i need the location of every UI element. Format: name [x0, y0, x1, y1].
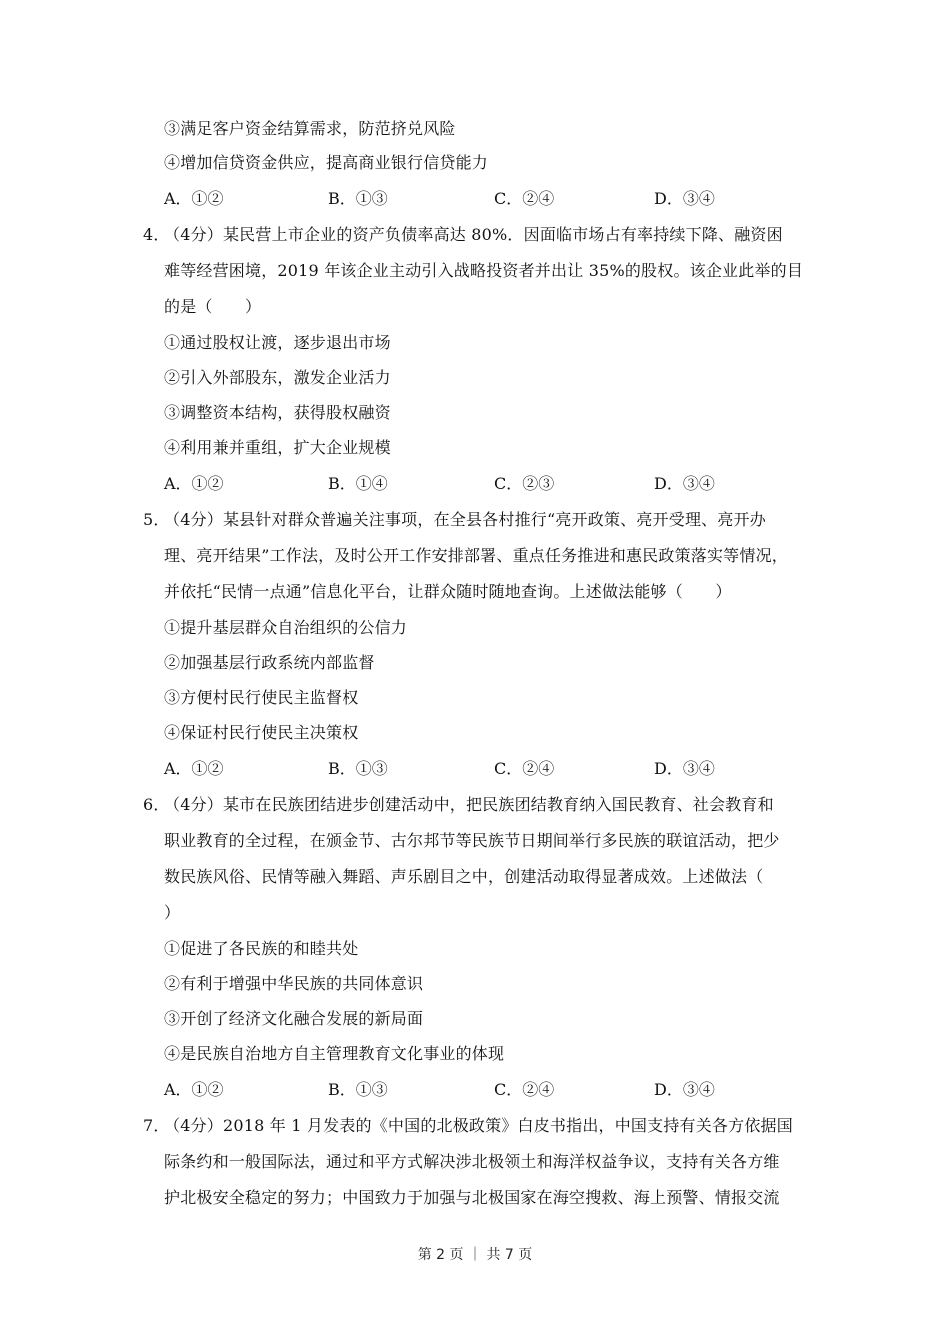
option-item: ④是民族自治地方自主管理教育文化事业的体现 — [164, 1044, 505, 1063]
option-item: ②引入外部股东，激发企业活力 — [164, 368, 391, 387]
option-item: ②有利于增强中华民族的共同体意识 — [164, 974, 424, 993]
option-item: ③方便村民行使民主监督权 — [164, 688, 359, 707]
choice-a: A．①② — [164, 189, 224, 208]
choice-d: D．③④ — [654, 759, 715, 778]
choice-b: B．①③ — [328, 1080, 388, 1099]
option-item: ④利用兼并重组，扩大企业规模 — [164, 438, 391, 457]
question-text: 并依托“民情一点通”信息化平台，让群众随时随地查询。上述做法能够（ ） — [164, 582, 732, 601]
choice-a: A．①② — [164, 474, 224, 493]
choice-b: B．①③ — [328, 759, 388, 778]
question-number: 4． — [143, 225, 170, 244]
question-text: 理、亮开结果”工作法，及时公开工作安排部署、重点任务推进和惠民政策落实等情况， — [164, 546, 788, 565]
option-item: ③开创了经济文化融合发展的新局面 — [164, 1009, 424, 1028]
option-item: ①促进了各民族的和睦共处 — [164, 939, 359, 958]
choice-c: C．②④ — [494, 189, 555, 208]
choice-c: C．②④ — [494, 1080, 555, 1099]
question-text: （4分）某县针对群众普遍关注事项，在全县各村推行“亮开政策、亮开受理、亮开办 — [164, 510, 766, 529]
choice-d: D．③④ — [654, 1080, 715, 1099]
page-footer: 第 2 页 ｜ 共 7 页 — [417, 1247, 533, 1263]
choice-c: C．②④ — [494, 759, 555, 778]
question-text: 护北极安全稳定的努力；中国致力于加强与北极国家在海空搜救、海上预警、情报交流 — [164, 1188, 780, 1207]
question-number: 7． — [143, 1116, 170, 1135]
option-item: ①提升基层群众自治组织的公信力 — [164, 618, 408, 637]
choice-d: D．③④ — [654, 474, 715, 493]
option-item: ②加强基层行政系统内部监督 — [164, 653, 375, 672]
choice-b: B．①④ — [328, 474, 388, 493]
option-item: ③调整资本结构，获得股权融资 — [164, 403, 391, 422]
question-number: 5． — [143, 510, 170, 529]
question-number: 6． — [143, 795, 170, 814]
question-text: 职业教育的全过程，在颁金节、古尔邦节等民族节日期间举行多民族的联谊活动，把少 — [164, 831, 780, 850]
question-text: （4分）某民营上市企业的资产负债率高达 80%．因面临市场占有率持续下降、融资困 — [164, 225, 783, 244]
question-text: （4分）2018 年 1 月发表的《中国的北极政策》白皮书指出，中国支持有关各方依据国 — [164, 1116, 793, 1135]
question-text: 的是（ ） — [164, 297, 262, 316]
choice-c: C．②③ — [494, 474, 555, 493]
question-text: 难等经营困境，2019 年该企业主动引入战略投资者并出让 35%的股权。该企业此举的目 — [164, 261, 804, 280]
question-text: ） — [164, 903, 181, 922]
choice-b: B．①③ — [328, 189, 388, 208]
choice-a: A．①② — [164, 1080, 224, 1099]
option-item: ①通过股权让渡，逐步退出市场 — [164, 333, 391, 352]
option-item: ③满足客户资金结算需求，防范挤兑风险 — [164, 119, 456, 138]
option-item: ④增加信贷资金供应，提高商业银行信贷能力 — [164, 153, 489, 172]
choice-d: D．③④ — [654, 189, 715, 208]
option-item: ④保证村民行使民主决策权 — [164, 723, 359, 742]
choice-a: A．①② — [164, 759, 224, 778]
question-text: 数民族风俗、民情等融入舞蹈、声乐剧目之中，创建活动取得显著成效。上述做法（ — [164, 867, 764, 886]
question-text: 际条约和一般国际法，通过和平方式解决涉北极领土和海洋权益争议，支持有关各方维 — [164, 1152, 780, 1171]
question-text: （4分）某市在民族团结进步创建活动中，把民族团结教育纳入国民教育、社会教育和 — [164, 795, 774, 814]
